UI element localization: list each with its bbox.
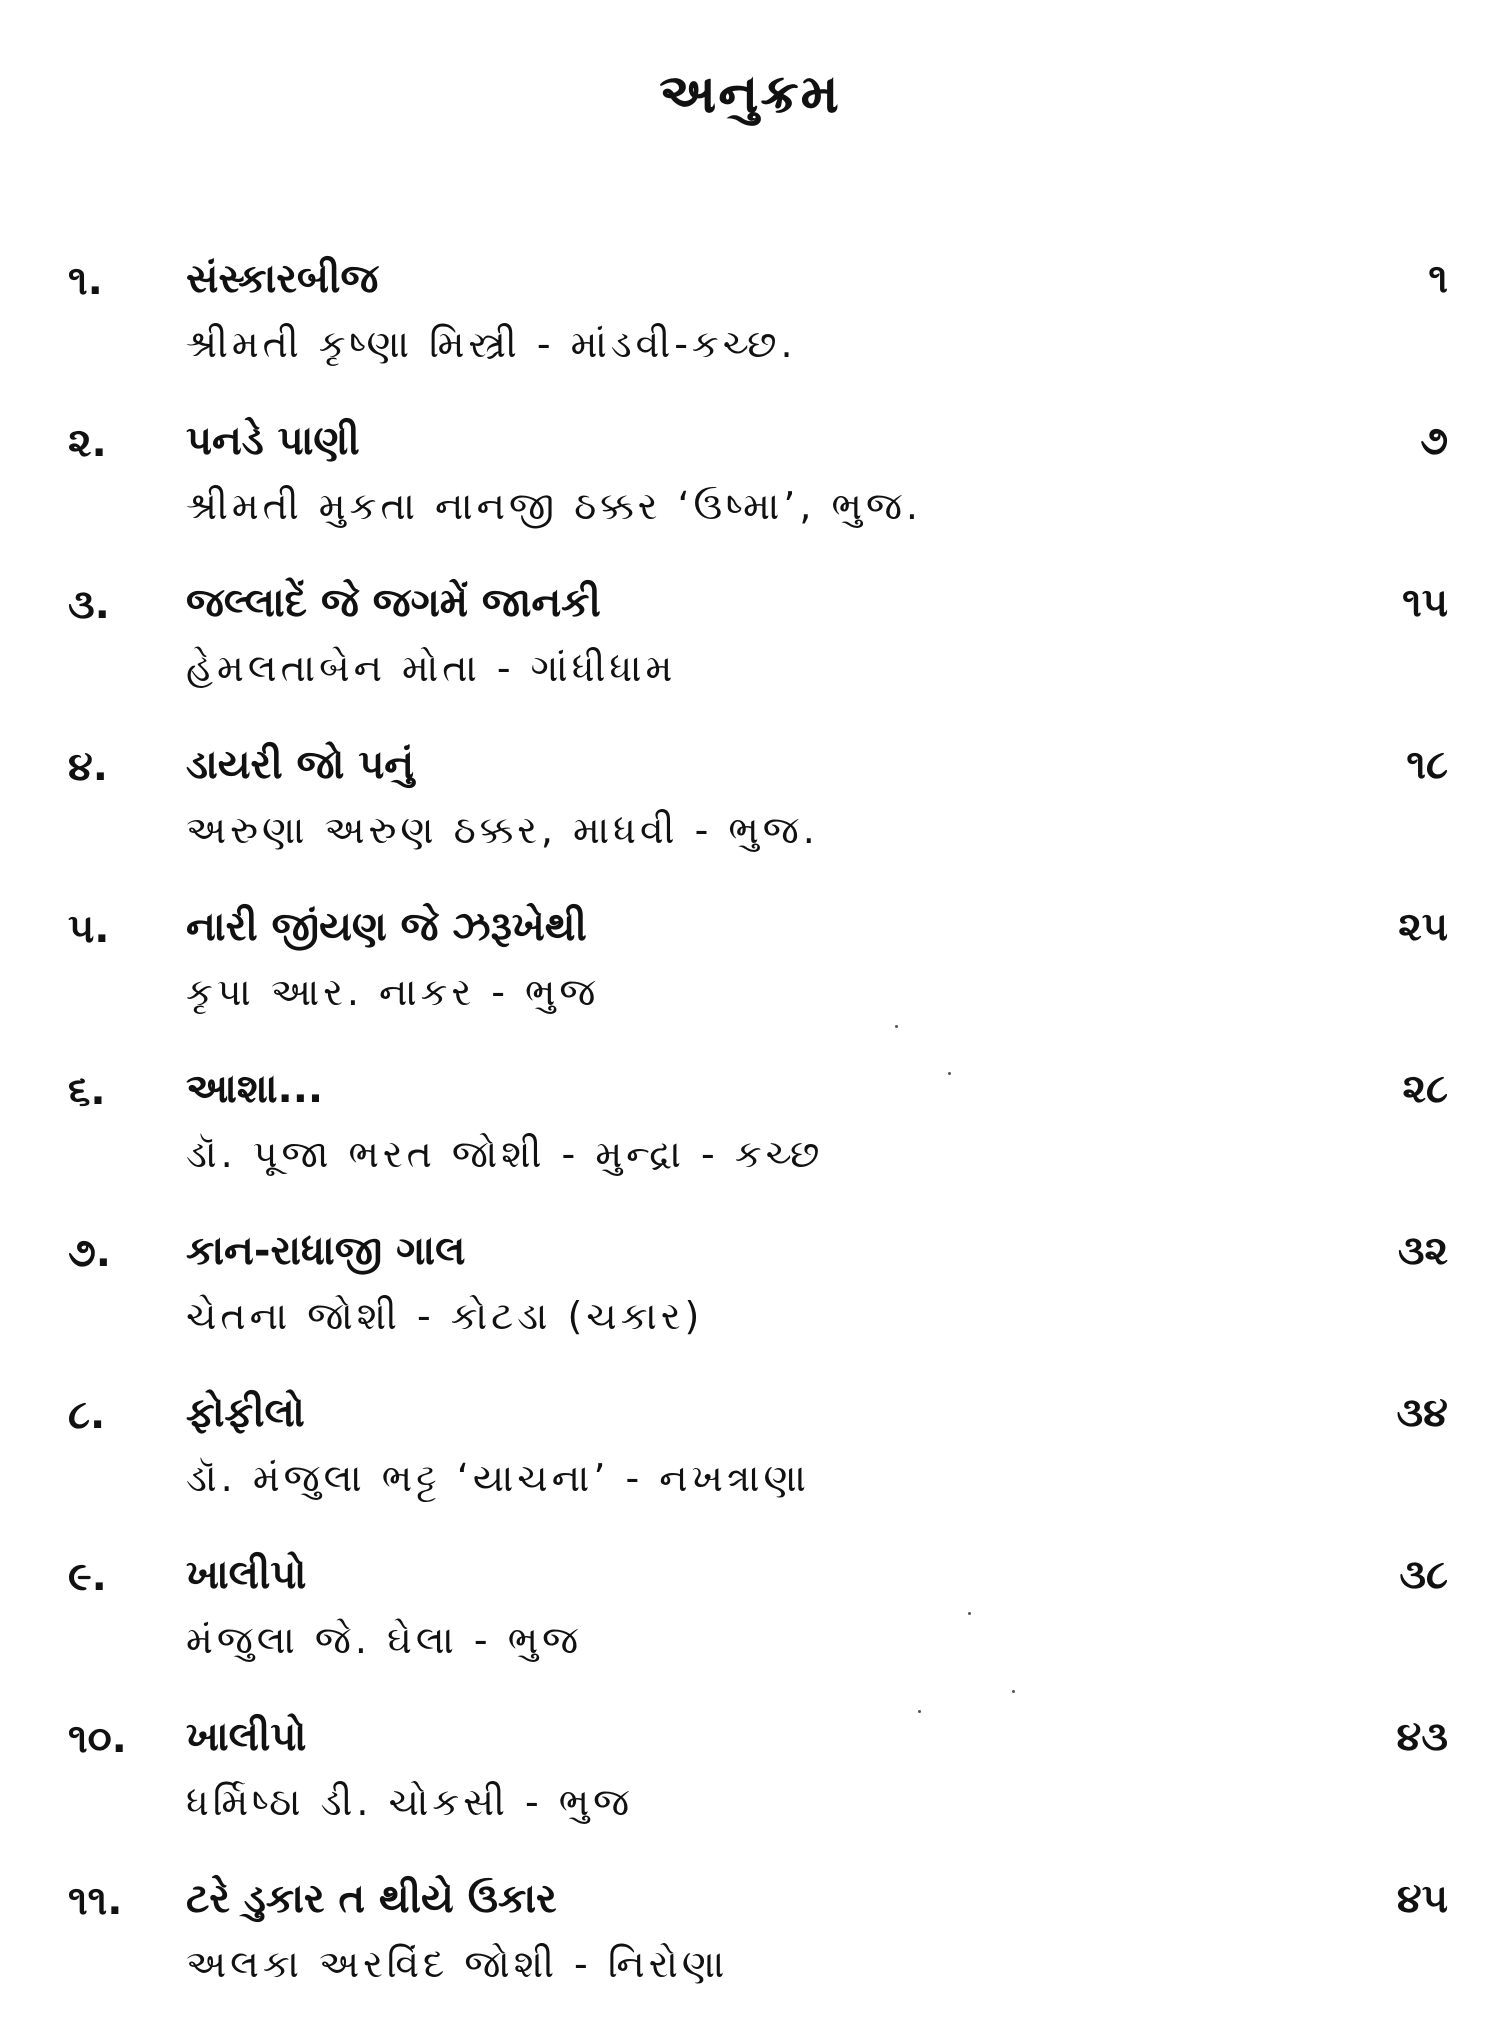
entry-author: કૃપા આર. નાકર - ભુજ xyxy=(186,970,600,1014)
scan-speck xyxy=(1012,1690,1015,1693)
entry-page-number: ૧ xyxy=(1428,256,1448,302)
entry-number: ૭. xyxy=(68,1230,111,1276)
entry-number: ૮. xyxy=(68,1392,106,1438)
entry-title: ડાયરી જો પનું xyxy=(186,742,415,788)
entry-author: ચેતના જોશી - કોટડા (ચકાર) xyxy=(186,1294,704,1338)
toc-entry xyxy=(0,1386,1500,1548)
entry-author: ડૉ. મંજુલા ભટ્ટ ‘યાચના’ - નખત્રાણા xyxy=(186,1456,810,1500)
entry-title: આશા... xyxy=(186,1066,324,1112)
entry-title: ફોફીલો xyxy=(186,1390,305,1436)
entry-title: ખાલીપો xyxy=(186,1552,307,1598)
toc-entry xyxy=(0,414,1500,576)
entry-number: ૨. xyxy=(68,420,107,466)
entry-title: ટરે ડુકાર ત થીયે ઉકાર xyxy=(186,1876,557,1922)
entry-page-number: ૩૪ xyxy=(1396,1390,1448,1436)
entry-author: શ્રીમતી મુકતા નાનજી ઠક્કર ‘ઉષ્મા’, ભુજ. xyxy=(186,484,922,528)
table-of-contents xyxy=(0,252,1500,2034)
entry-author: અલકા અરવિંદ જોશી - નિરોણા xyxy=(186,1942,729,1986)
entry-author: ડૉ. પૂજા ભરત જોશી - મુન્દ્રા - કચ્છ xyxy=(186,1132,824,1176)
entry-number: ૯. xyxy=(68,1554,107,1600)
toc-entry xyxy=(0,900,1500,1062)
toc-entry xyxy=(0,1224,1500,1386)
entry-title: નારી જીંયણ જે ઝરૂખેથી xyxy=(186,904,587,950)
entry-author: હેમલતાબેન મોતા - ગાંધીધામ xyxy=(186,646,677,690)
entry-author: ધર્મિષ્ઠા ડી. ચોકસી - ભુજ xyxy=(186,1780,634,1824)
entry-page-number: ૪૩ xyxy=(1396,1714,1448,1760)
scan-speck xyxy=(895,1025,898,1028)
entry-number: ૩. xyxy=(68,582,110,628)
entry-number: ૪. xyxy=(68,744,108,790)
entry-title: કાન-રાધાજી ગાલ xyxy=(186,1228,466,1274)
entry-page-number: ૩૨ xyxy=(1397,1228,1448,1274)
entry-author: મંજુલા જે. ઘેલા - ભુજ xyxy=(186,1618,583,1662)
toc-entry xyxy=(0,1710,1500,1872)
entry-page-number: ૨૫ xyxy=(1398,904,1448,950)
entry-page-number: ૩૮ xyxy=(1399,1552,1448,1598)
toc-entry xyxy=(0,1062,1500,1224)
entry-page-number: ૪૫ xyxy=(1396,1876,1448,1922)
entry-title: ખાલીપો xyxy=(186,1714,307,1760)
entry-number: ૫. xyxy=(68,906,110,952)
entry-number: ૬. xyxy=(68,1068,106,1114)
entry-author: શ્રીમતી કૃષ્ણા મિસ્ત્રી - માંડવી-કચ્છ. xyxy=(186,322,797,366)
entry-title: પનડે પાણી xyxy=(186,418,360,464)
page-title: અનુક્રમ xyxy=(659,62,841,125)
entry-number: ૧. xyxy=(68,258,103,304)
toc-entry xyxy=(0,738,1500,900)
scan-speck xyxy=(968,1612,971,1615)
entry-page-number: ૧૫ xyxy=(1402,580,1448,626)
toc-entry xyxy=(0,576,1500,738)
entry-title: જલ્લાદેં જે જગમેં જાનકી xyxy=(186,580,601,626)
entry-page-number: ૭ xyxy=(1420,418,1448,464)
toc-entry xyxy=(0,252,1500,414)
scan-speck xyxy=(918,1710,921,1713)
scan-speck xyxy=(948,1072,951,1075)
entry-author: અરુણા અરુણ ઠક્કર, માધવી - ભુજ. xyxy=(186,808,819,852)
entry-page-number: ૨૮ xyxy=(1402,1066,1448,1112)
toc-entry xyxy=(0,1872,1500,2034)
entry-number: ૧૦. xyxy=(68,1716,127,1762)
entry-number: ૧૧. xyxy=(68,1878,123,1924)
toc-entry xyxy=(0,1548,1500,1710)
entry-page-number: ૧૮ xyxy=(1406,742,1448,788)
entry-title: સંસ્કારબીજ xyxy=(186,256,379,302)
